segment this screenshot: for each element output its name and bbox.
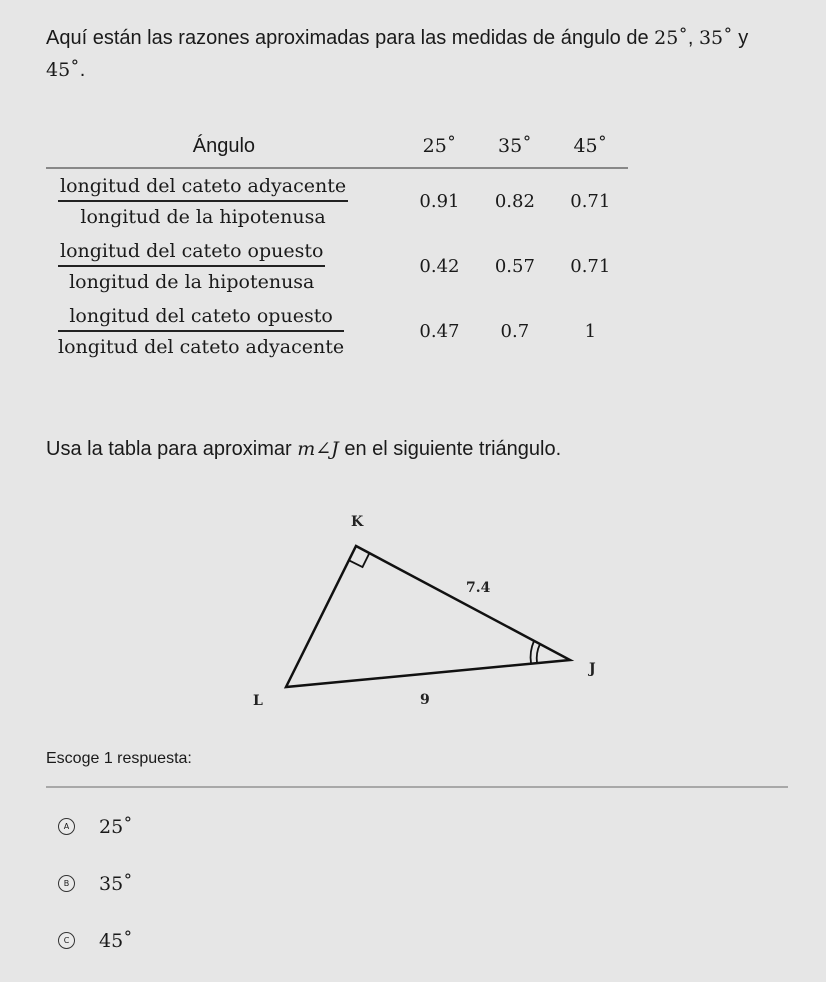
angle-arc-outer bbox=[531, 641, 534, 663]
table-cell: 0.42 bbox=[419, 256, 460, 277]
radio-b[interactable]: B bbox=[58, 875, 75, 892]
vertex-label-l: L bbox=[253, 693, 263, 709]
table-header-row bbox=[46, 125, 628, 168]
angle-35: 35˚ bbox=[698, 27, 733, 49]
table-cell: 0.47 bbox=[419, 321, 460, 342]
table-cell: 0.71 bbox=[570, 191, 611, 212]
fraction-numerator: longitud del cateto opuesto bbox=[58, 305, 344, 332]
divider bbox=[46, 786, 788, 788]
fraction bbox=[58, 240, 325, 293]
table-row bbox=[46, 234, 628, 299]
table-cell: 0.91 bbox=[419, 191, 460, 212]
ratio-table bbox=[46, 125, 628, 364]
fraction-numerator: longitud del cateto adyacente bbox=[58, 175, 348, 202]
angle-25: 25˚ bbox=[654, 27, 688, 49]
question-after: en el siguiente triángulo. bbox=[338, 438, 562, 460]
angle-45: 45˚ bbox=[46, 59, 80, 81]
side-label-lj: 9 bbox=[420, 692, 430, 708]
table-cell: 0.7 bbox=[500, 321, 530, 342]
table-cell: 1 bbox=[584, 321, 597, 342]
option-a-text: 25˚ bbox=[99, 815, 133, 838]
option-c-text: 45˚ bbox=[99, 929, 133, 952]
question-before: Usa la tabla para aproximar bbox=[46, 438, 298, 460]
triangle-diagram bbox=[240, 500, 620, 720]
table-row bbox=[46, 168, 628, 234]
intro-period: . bbox=[79, 59, 86, 81]
cosine-ratio bbox=[46, 168, 402, 234]
option-b[interactable] bbox=[58, 855, 133, 912]
sine-ratio bbox=[46, 234, 402, 299]
tangent-ratio bbox=[46, 299, 402, 364]
intro-separator: , bbox=[687, 27, 699, 49]
fraction bbox=[58, 175, 348, 228]
intro-text bbox=[46, 22, 806, 86]
option-c[interactable] bbox=[58, 912, 133, 969]
intro-connector: y bbox=[732, 27, 749, 49]
fraction-denominator: longitud de la hipotenusa bbox=[80, 206, 326, 228]
side-label-kj: 7.4 bbox=[466, 580, 491, 596]
fraction-numerator: longitud del cateto opuesto bbox=[58, 240, 325, 267]
angle-arc-inner bbox=[537, 644, 540, 663]
option-a[interactable] bbox=[58, 798, 133, 855]
header-angle: Ángulo bbox=[192, 134, 256, 157]
table-cell: 0.82 bbox=[494, 191, 535, 212]
option-b-text: 35˚ bbox=[99, 872, 133, 895]
triangle-shape bbox=[286, 546, 570, 687]
intro-sentence: Aquí están las razones aproximadas para las medidas de ángulo de bbox=[46, 27, 655, 49]
radio-a[interactable]: A bbox=[58, 818, 75, 835]
answer-options bbox=[58, 798, 133, 969]
table-cell: 0.57 bbox=[494, 256, 535, 277]
radio-c[interactable]: C bbox=[58, 932, 75, 949]
vertex-label-k: K bbox=[351, 514, 364, 530]
header-45: 45˚ bbox=[573, 135, 608, 157]
header-25: 25˚ bbox=[422, 135, 457, 157]
header-35: 35˚ bbox=[498, 135, 532, 157]
vertex-label-j: J bbox=[589, 661, 596, 677]
fraction bbox=[58, 305, 344, 358]
fraction-denominator: longitud de la hipotenusa bbox=[69, 271, 315, 293]
answer-prompt: Escoge 1 respuesta: bbox=[46, 750, 192, 767]
table-row bbox=[46, 299, 628, 364]
table-cell: 0.71 bbox=[570, 256, 611, 277]
fraction-denominator: longitud del cateto adyacente bbox=[58, 336, 345, 358]
question-math: m∠J bbox=[297, 438, 339, 460]
question-text bbox=[46, 438, 561, 461]
